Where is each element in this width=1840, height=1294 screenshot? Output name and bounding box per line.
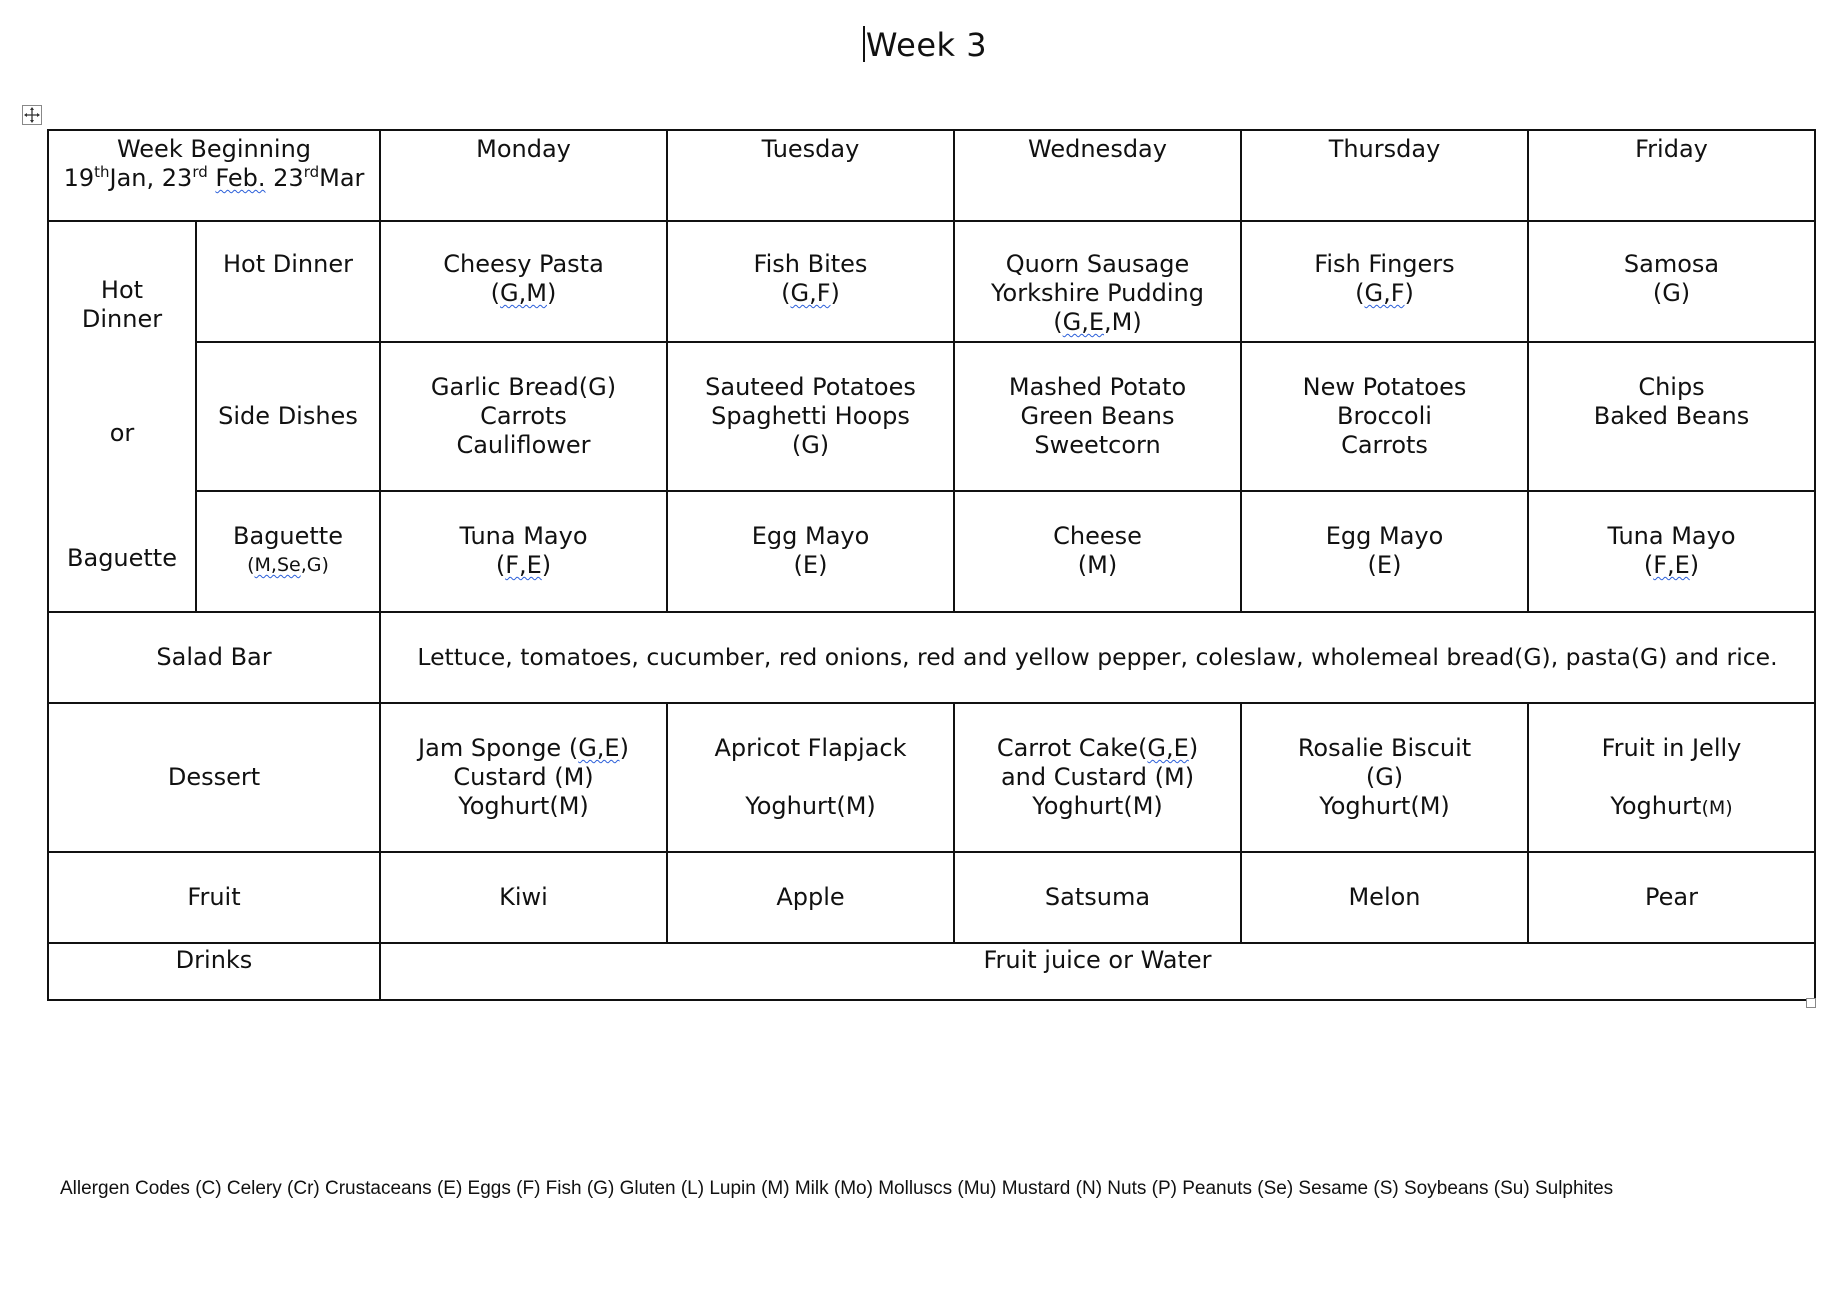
side-dishes-monday: [380, 342, 667, 491]
side-dish-item: Sauteed Potatoes: [705, 373, 916, 401]
paren-open: (: [490, 279, 501, 307]
dessert-wednesday-line-1: [961, 734, 1234, 763]
day-header-tuesday: Tuesday: [667, 130, 954, 221]
allergen-codes: (M): [1701, 797, 1733, 819]
paren-close: ): [830, 279, 840, 307]
paren-open: (: [1355, 279, 1365, 307]
week-dates: [55, 164, 373, 193]
side-dishes-thursday: [1241, 342, 1528, 491]
fruit-row: [48, 852, 1815, 943]
allergen-codes: G,E: [1147, 734, 1189, 762]
dessert-wednesday: [954, 703, 1241, 852]
paren-close: ): [541, 551, 552, 579]
allergen-codes-legend: Allergen Codes (C) Celery (Cr) Crustaceans (E) Eggs (F) Fish (G) Gluten (L) Lupin (M) Milk (Mo) Molluscs (Mu) Mustard (N) Nuts (P) Peanuts (Se) Sesame (S) Soybeans (Su) Sulphites: [60, 1178, 1614, 1199]
baguette-thursday-allergens: (E): [1367, 551, 1402, 579]
group-label-hot: Hot: [100, 275, 144, 304]
side-dishes-label: Side Dishes: [196, 342, 380, 491]
allergen-codes: G,F: [1364, 279, 1405, 307]
fruit-wednesday: Satsuma: [954, 852, 1241, 943]
dessert-name: Carrot Cake(: [996, 734, 1148, 762]
day-header-monday: Monday: [380, 130, 667, 221]
side-dish-item: Garlic Bread(G): [430, 373, 617, 401]
baguette-tuesday-allergens: (E): [793, 551, 828, 579]
hot-dinner-wednesday: [954, 221, 1241, 342]
dessert-tuesday-line-3: Yoghurt(M): [745, 792, 876, 820]
baguette-label: Baguette: [233, 522, 343, 550]
side-dish-item: Spaghetti Hoops: [711, 402, 910, 430]
allergen-codes: G,E: [1062, 308, 1105, 336]
baguette-wednesday-allergens: (M): [1077, 551, 1118, 579]
hot-dinner-row: [48, 221, 1815, 342]
hot-dinner-friday-allergens: (G): [1652, 279, 1691, 307]
side-dish-item: Carrots: [480, 402, 567, 430]
dessert-wednesday-line-2: and Custard (M): [1000, 763, 1195, 791]
hot-dinner-monday-allergens: [387, 279, 660, 308]
baguette-friday-allergens: [1535, 551, 1808, 580]
baguette-monday-name: Tuna Mayo: [459, 522, 588, 550]
hot-dinner-wednesday-name-2: Yorkshire Pudding: [991, 279, 1204, 307]
group-label-or: or: [109, 418, 135, 447]
baguette-friday-name: Tuna Mayo: [1607, 522, 1736, 550]
dessert-monday: [380, 703, 667, 852]
dessert-row: [48, 703, 1815, 852]
side-dish-item: (G): [791, 431, 830, 459]
baguette-wednesday: [954, 491, 1241, 612]
group-label-dinner: Dinner: [81, 304, 163, 333]
paren-close: ): [1188, 734, 1199, 762]
date-1-month: Jan,: [109, 164, 162, 192]
paren-close: ): [1689, 551, 1700, 579]
dessert-friday: [1528, 703, 1815, 852]
date-3-month: Mar: [319, 164, 365, 192]
text-cursor: [863, 26, 865, 62]
paren-close: ): [546, 279, 557, 307]
dessert-label: Dessert: [48, 703, 380, 852]
baguette-thursday: [1241, 491, 1528, 612]
paren-close: ): [1404, 279, 1414, 307]
hot-dinner-label: Hot Dinner: [196, 221, 380, 342]
menu-table: [47, 129, 1816, 1001]
empty-line: [674, 763, 947, 792]
side-dish-item: Chips: [1638, 373, 1705, 401]
side-dish-item: Carrots: [1341, 431, 1428, 459]
allergen-codes: G,E: [578, 734, 620, 762]
side-dishes-friday: [1528, 342, 1815, 491]
hot-dinner-or-baguette-cell: [48, 221, 196, 612]
empty-line: [1535, 763, 1808, 792]
hot-dinner-tuesday-allergens: [674, 279, 947, 308]
hot-dinner-monday-name: Cheesy Pasta: [443, 250, 604, 278]
date-3-number: 23: [273, 164, 304, 192]
date-2-suffix: rd: [192, 163, 208, 181]
allergen-codes-rest: ,M): [1104, 308, 1142, 336]
date-3-suffix: rd: [303, 163, 320, 181]
dessert-monday-line-3: Yoghurt(M): [458, 792, 589, 820]
dessert-name: Jam Sponge (: [418, 734, 579, 762]
baguette-friday: [1528, 491, 1815, 612]
paren-open: (: [247, 554, 255, 576]
baguette-monday-allergens: [387, 551, 660, 580]
hot-dinner-thursday: [1241, 221, 1528, 342]
dessert-monday-line-2: Custard (M): [453, 763, 594, 791]
date-separator: [266, 164, 274, 192]
hot-dinner-monday: [380, 221, 667, 342]
allergen-codes-rest: ,G): [300, 554, 329, 576]
side-dish-item: Mashed Potato: [1008, 373, 1187, 401]
hot-dinner-thursday-name: Fish Fingers: [1314, 250, 1455, 278]
hot-dinner-wednesday-allergens: [961, 308, 1234, 337]
page-title: [0, 26, 1840, 64]
side-dishes-row: [48, 342, 1815, 491]
page-title-text: Week 3: [865, 26, 988, 64]
date-2-month: Feb.: [215, 164, 266, 192]
group-label-baguette: Baguette: [67, 543, 177, 572]
allergen-codes: G,F: [790, 279, 831, 307]
hot-dinner-wednesday-name-1: Quorn Sausage: [1005, 250, 1190, 278]
fruit-label: Fruit: [48, 852, 380, 943]
baguette-wednesday-name: Cheese: [1053, 522, 1142, 550]
fruit-thursday: Melon: [1241, 852, 1528, 943]
hot-dinner-friday-name: Samosa: [1623, 250, 1720, 278]
dessert-wednesday-line-3: Yoghurt(M): [1032, 792, 1163, 820]
side-dish-item: New Potatoes: [1302, 373, 1467, 401]
hot-dinner-thursday-allergens: [1248, 279, 1521, 308]
fruit-tuesday: Apple: [667, 852, 954, 943]
allergen-codes: M,Se: [254, 554, 301, 576]
drinks-text: Fruit juice or Water: [380, 943, 1815, 1000]
date-1-suffix: th: [94, 163, 110, 181]
paren-open: (: [495, 551, 506, 579]
side-dish-item: Baked Beans: [1593, 402, 1750, 430]
dessert-thursday: [1241, 703, 1528, 852]
drinks-row: [48, 943, 1815, 1000]
side-dish-item: Broccoli: [1337, 402, 1432, 430]
baguette-label-allergens: [203, 551, 373, 580]
salad-bar-text: Lettuce, tomatoes, cucumber, red onions, red and yellow pepper, coleslaw, wholemeal bread(G), pasta(G) and rice.: [380, 612, 1815, 703]
header-row: [48, 130, 1815, 221]
dessert-tuesday: [667, 703, 954, 852]
hot-dinner-friday: [1528, 221, 1815, 342]
dessert-friday-line-3: [1535, 792, 1808, 823]
day-header-friday: Friday: [1528, 130, 1815, 221]
baguette-row: [48, 491, 1815, 612]
table-resize-handle-icon[interactable]: [1806, 998, 1816, 1008]
paren-open: (: [781, 279, 791, 307]
salad-bar-label: Salad Bar: [48, 612, 380, 703]
dessert-thursday-line-1: Rosalie Biscuit: [1297, 734, 1472, 762]
dessert-monday-line-1: [387, 734, 660, 763]
dessert-tuesday-line-1: Apricot Flapjack: [714, 734, 907, 762]
side-dish-item: Sweetcorn: [1034, 431, 1161, 459]
drinks-label: Drinks: [48, 943, 380, 1000]
hot-dinner-tuesday-name: Fish Bites: [753, 250, 868, 278]
week-beginning-cell: [48, 130, 380, 221]
paren-open: (: [1643, 551, 1654, 579]
hot-dinner-tuesday: [667, 221, 954, 342]
baguette-label-cell: [196, 491, 380, 612]
salad-bar-row: [48, 612, 1815, 703]
day-header-thursday: Thursday: [1241, 130, 1528, 221]
date-2-number: 23: [161, 164, 193, 192]
baguette-monday: [380, 491, 667, 612]
dessert-name: Yoghurt: [1610, 792, 1702, 820]
week-beginning-label: Week Beginning: [116, 135, 312, 163]
allergen-codes: F,E: [505, 551, 542, 579]
allergen-codes: F,E: [1653, 551, 1690, 579]
date-1-number: 19: [63, 164, 95, 192]
side-dishes-tuesday: [667, 342, 954, 491]
paren-close: ): [619, 734, 629, 762]
baguette-tuesday: [667, 491, 954, 612]
side-dishes-wednesday: [954, 342, 1241, 491]
dessert-thursday-line-2: (G): [1365, 763, 1404, 791]
allergen-codes: G,M: [500, 279, 547, 307]
day-header-wednesday: Wednesday: [954, 130, 1241, 221]
side-dish-item: Green Beans: [1020, 402, 1175, 430]
table-move-handle-icon[interactable]: [22, 105, 42, 125]
dessert-friday-line-1: Fruit in Jelly: [1601, 734, 1742, 762]
fruit-monday: Kiwi: [380, 852, 667, 943]
baguette-thursday-name: Egg Mayo: [1325, 522, 1444, 550]
baguette-tuesday-name: Egg Mayo: [751, 522, 870, 550]
fruit-friday: Pear: [1528, 852, 1815, 943]
paren-open: (: [1053, 308, 1063, 336]
side-dish-item: Cauliflower: [456, 431, 591, 459]
dessert-thursday-line-3: Yoghurt(M): [1319, 792, 1450, 820]
